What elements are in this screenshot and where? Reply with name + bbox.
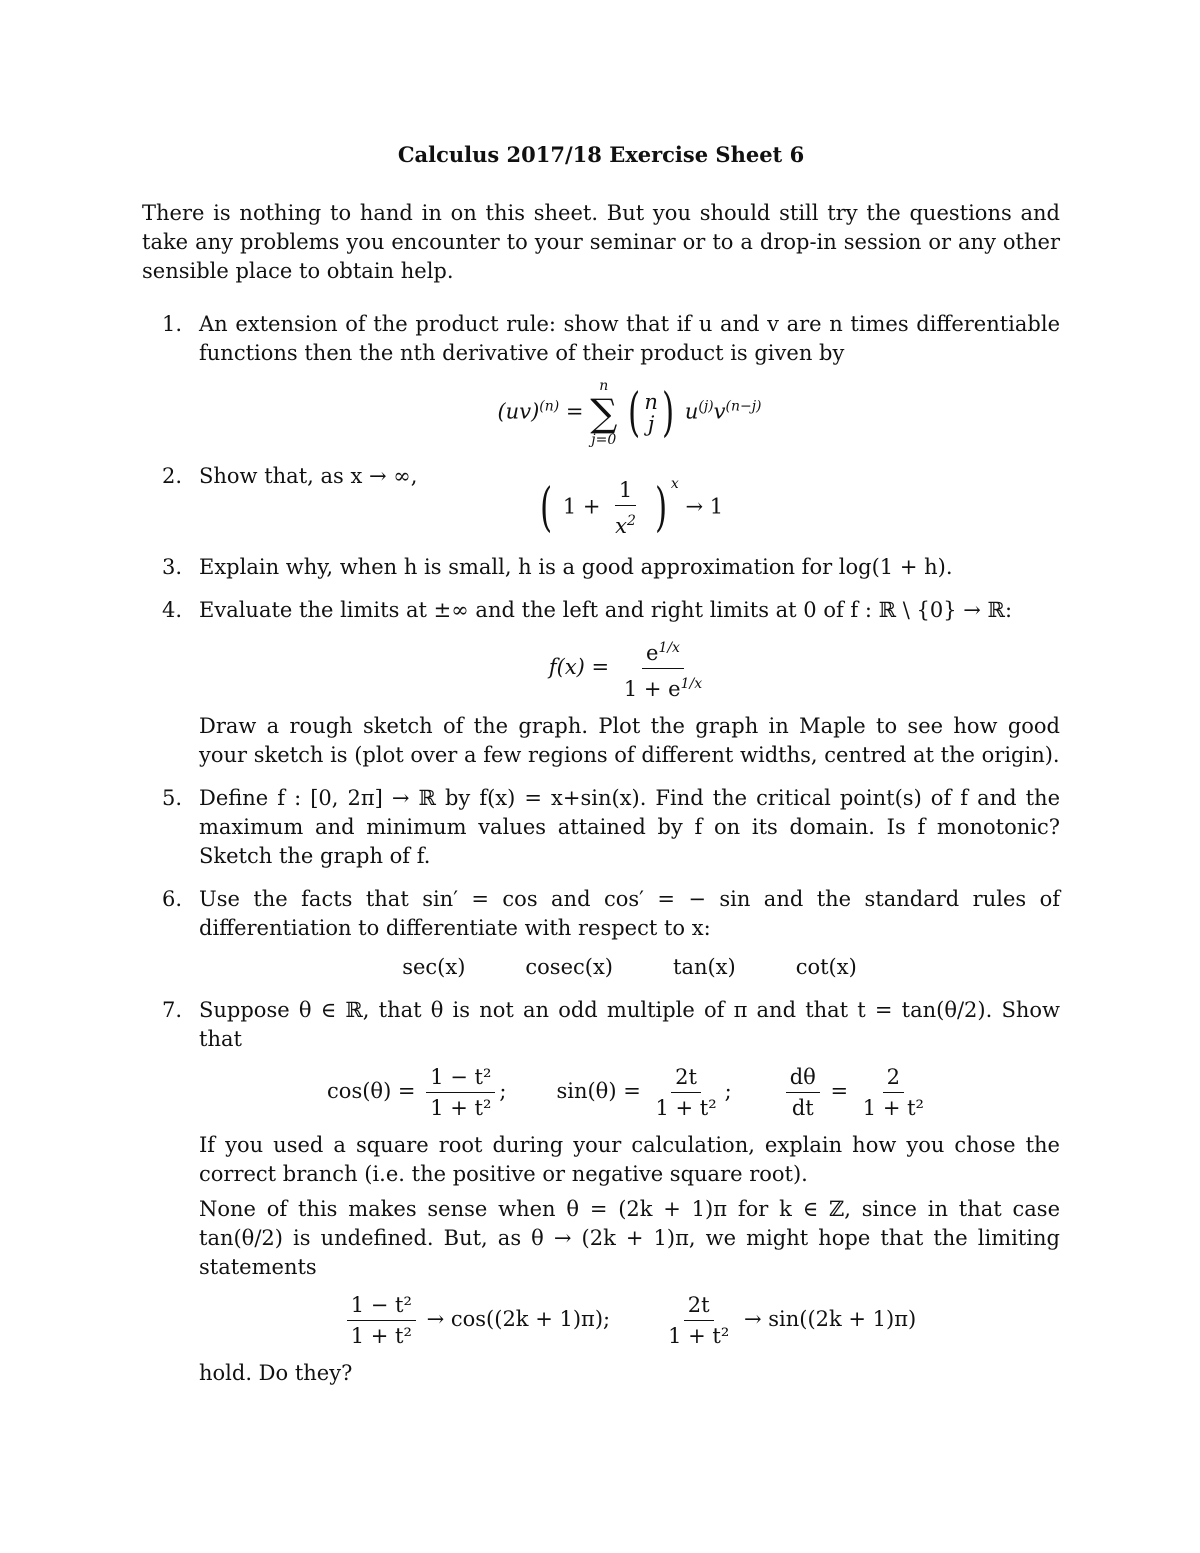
- formula-leibniz: (uv)$^{(n)}$ = n ∑ j=0 ( n j ) $u^{(j)}v^{(n-j)}$: [497, 378, 762, 448]
- question-number: 7.: [162, 998, 183, 1022]
- f-num-sup: 1/x: [658, 640, 680, 656]
- formula-limit: ( 1 + $\frac{1}{x^2}$ ) $^x$ → 1: [539, 475, 724, 538]
- intro-paragraph: There is nothing to hand in on this sheet. But you should still try the questions and take any problems you encounter to your seminar or to a drop-in session or any other sensible place to obtain help.: [142, 201, 1060, 283]
- question-1: [142, 310, 1060, 448]
- sin-den: 1 + t²: [655, 1096, 717, 1120]
- f-den-sup: 1/x: [680, 676, 703, 692]
- deriv-den: 1 + t²: [862, 1096, 924, 1120]
- question-text: Suppose θ ∈ ℝ, that θ is not an odd multiple of π and that t = tan(θ/2). Show that: [199, 998, 1060, 1051]
- function-list: [199, 953, 1060, 982]
- question-number: 5.: [162, 786, 183, 810]
- f-lhs: f(x) =: [548, 655, 610, 679]
- cos-num: 1 − t²: [426, 1064, 495, 1093]
- one-plus: 1 +: [562, 494, 601, 519]
- l1-num: 1 − t²: [347, 1292, 416, 1321]
- rhs-v-sup: (n−j): [725, 398, 762, 415]
- question-4: [142, 596, 1060, 770]
- l1-den: 1 + t²: [350, 1324, 412, 1348]
- question-text: Evaluate the limits at ±∞ and the left and right limits at 0 of f : ℝ \ {0} → ℝ:: [199, 598, 1013, 622]
- sin-lhs: sin(θ) =: [556, 1079, 641, 1103]
- question-text-2: If you used a square root during your calculation, explain how you chose the correct branch (i.e. the positive or negative square root).: [199, 1133, 1060, 1186]
- sum-top: n: [599, 378, 609, 394]
- l2-tail: → sin((2k + 1)π): [743, 1307, 917, 1331]
- question-text: Explain why, when h is small, h is a good approximation for log(1 + h).: [199, 555, 953, 579]
- formula-half-angle: cos(θ) = $\frac{\text{1 − t²}}{\text{1 + t²}}$ ; sin(θ) = $\frac{2t}{\text{1 + t²}}$ ; $\frac{d\theta}{dt}$ = $\frac{2}{\text{1 + t²}}$: [199, 1064, 1060, 1121]
- cos-den: 1 + t²: [430, 1096, 492, 1120]
- frac-num: 1: [615, 477, 636, 506]
- f-den: 1 + e: [623, 677, 681, 701]
- l1-tail: → cos((2k + 1)π);: [426, 1307, 611, 1331]
- dt: dt: [791, 1096, 814, 1120]
- frac-den-sup: 2: [627, 513, 636, 529]
- formula-limits: [199, 1292, 1060, 1349]
- f-num: e: [646, 641, 659, 665]
- question-number: 6.: [162, 887, 183, 911]
- deriv-num: 2: [883, 1064, 904, 1093]
- question-number: 1.: [162, 312, 183, 336]
- func-tan: tan(x): [673, 955, 736, 979]
- summation: n ∑ j=0: [590, 378, 618, 448]
- cos-lhs: cos(θ) =: [327, 1079, 416, 1103]
- rhs-u: u: [684, 399, 699, 424]
- question-text-3: None of this makes sense when θ = (2k + 1)π for k ∈ ℤ, since in that case tan(θ/2) is undefined. But, as θ → (2k + 1)π, we might hope that the limiting statements: [199, 1197, 1060, 1279]
- formula-lhs: (uv): [497, 399, 540, 424]
- question-text: Show that, as x → ∞,: [199, 464, 418, 488]
- l2-den: 1 + t²: [668, 1324, 730, 1348]
- binom-top: n: [644, 390, 658, 414]
- func-cosec: cosec(x): [525, 955, 613, 979]
- l2-num: 2t: [684, 1292, 714, 1321]
- question-text: Define f : [0, 2π] → ℝ by f(x) = x+sin(x). Find the critical point(s) of f and the maximum and minimum values attained by f on its domain. Is f monotonic? Sketch the graph of f.: [199, 786, 1060, 868]
- exercise-sheet: [142, 140, 1060, 1402]
- question-text-2: Draw a rough sketch of the graph. Plot the graph in Maple to see how good your sketch is (plot over a few regions of different widths, centred at the origin).: [199, 714, 1060, 767]
- question-5: [142, 784, 1060, 871]
- question-7: [142, 996, 1060, 1388]
- limit-tail: → 1: [685, 494, 724, 519]
- question-text: Use the facts that sin′ = cos and cos′ = − sin and the standard rules of differentiation to differentiate with respect to x:: [199, 887, 1060, 940]
- question-number: 4.: [162, 598, 183, 622]
- exponent: x: [670, 475, 679, 492]
- question-number: 3.: [162, 555, 183, 579]
- sum-bottom: j=0: [591, 432, 617, 448]
- question-3: [142, 553, 1060, 582]
- frac-den: x: [615, 514, 627, 538]
- question-text-4: hold. Do they?: [199, 1361, 353, 1385]
- formula-lhs-sup: (n): [539, 398, 560, 415]
- question-6: [142, 885, 1060, 982]
- func-sec: sec(x): [402, 955, 466, 979]
- question-text: An extension of the product rule: show that if u and v are n times differentiable functions then the nth derivative of their product is given by: [199, 312, 1060, 365]
- dtheta: dθ: [786, 1064, 820, 1093]
- question-2: [142, 462, 1060, 539]
- binomial: ( n j ): [628, 383, 675, 443]
- rhs-v: v: [713, 399, 726, 424]
- sin-num: 2t: [671, 1064, 701, 1093]
- question-number: 2.: [162, 464, 183, 488]
- binom-bottom: j: [647, 412, 655, 436]
- rhs-u-sup: (j): [698, 398, 714, 415]
- page-title: Calculus 2017/18 Exercise Sheet 6: [397, 142, 805, 167]
- func-cot: cot(x): [795, 955, 857, 979]
- formula-f: [199, 635, 1060, 702]
